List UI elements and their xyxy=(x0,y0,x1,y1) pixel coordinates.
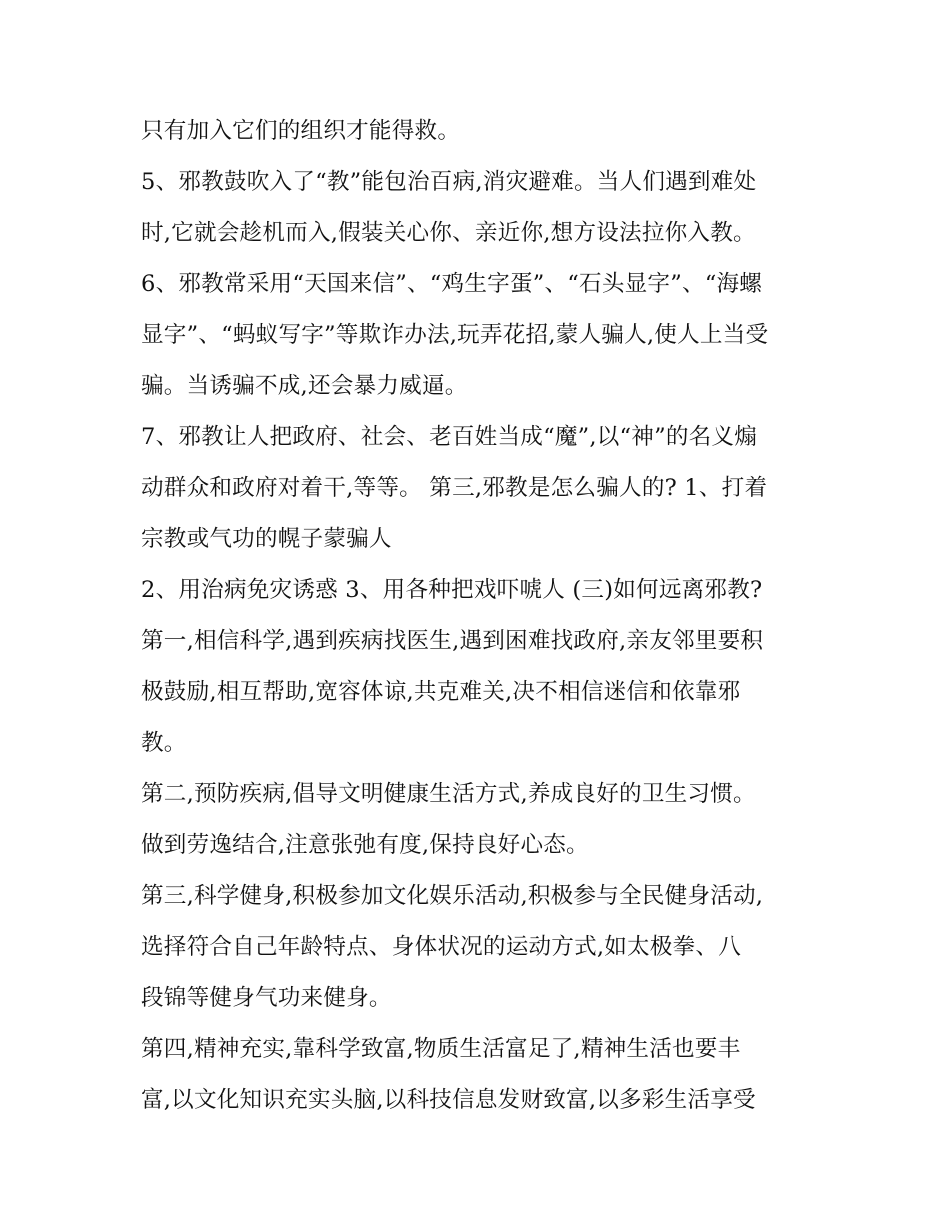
text-line: 6、邪教常采用“天国来信”、“鸡生字蛋”、“石头显字”、“海螺 xyxy=(141,271,763,297)
text-line: 第四,精神充实,靠科学致富,物质生活富足了,精神生活也要丰 xyxy=(141,1036,741,1062)
text-line: 7、邪教让人把政府、社会、老百姓当成“魔”,以“神”的名义煽 xyxy=(141,424,758,450)
text-line: 2、用治病免灾诱惑 3、用各种把戏吓唬人 (三)如何远离邪教? xyxy=(141,577,763,603)
text-line: 选择符合自己年龄特点、身体状况的运动方式,如太极拳、八 xyxy=(141,934,742,960)
text-line: 教。 xyxy=(141,730,187,756)
text-line: 富,以文化知识充实头脑,以科技信息发财致富,以多彩生活享受 xyxy=(141,1087,756,1113)
text-line: 动群众和政府对着干,等等。 第三,邪教是怎么骗人的? 1、打着 xyxy=(141,475,768,501)
text-line: 段锦等健身气功来健身。 xyxy=(141,985,392,1011)
text-line: 宗教或气功的幌子蒙骗人 xyxy=(141,526,392,552)
text-line: 5、邪教鼓吹入了“教”能包治百病,消灾避难。当人们遇到难处 xyxy=(141,169,757,195)
text-line: 第一,相信科学,遇到疾病找医生,遇到困难找政府,亲友邻里要积 xyxy=(141,628,764,654)
text-line: 第三,科学健身,积极参加文化娱乐活动,积极参与全民健身活动, xyxy=(141,883,764,909)
text-line: 第二,预防疾病,倡导文明健康生活方式,养成良好的卫生习惯。 xyxy=(141,781,756,807)
text-line: 做到劳逸结合,注意张弛有度,保持良好心态。 xyxy=(141,832,589,858)
text-line: 极鼓励,相互帮助,宽容体谅,共克难关,决不相信迷信和依靠邪 xyxy=(141,679,741,705)
text-line: 时,它就会趁机而入,假装关心你、亲近你,想方设法拉你入教。 xyxy=(141,220,756,246)
text-line: 骗。当诱骗不成,还会暴力威逼。 xyxy=(141,373,468,399)
body-text xyxy=(141,106,821,1126)
text-line: 只有加入它们的组织才能得救。 xyxy=(141,118,461,144)
text-line: 显字”、“蚂蚁写字”等欺诈办法,玩弄花招,蒙人骗人,使人上当受 xyxy=(141,322,769,348)
